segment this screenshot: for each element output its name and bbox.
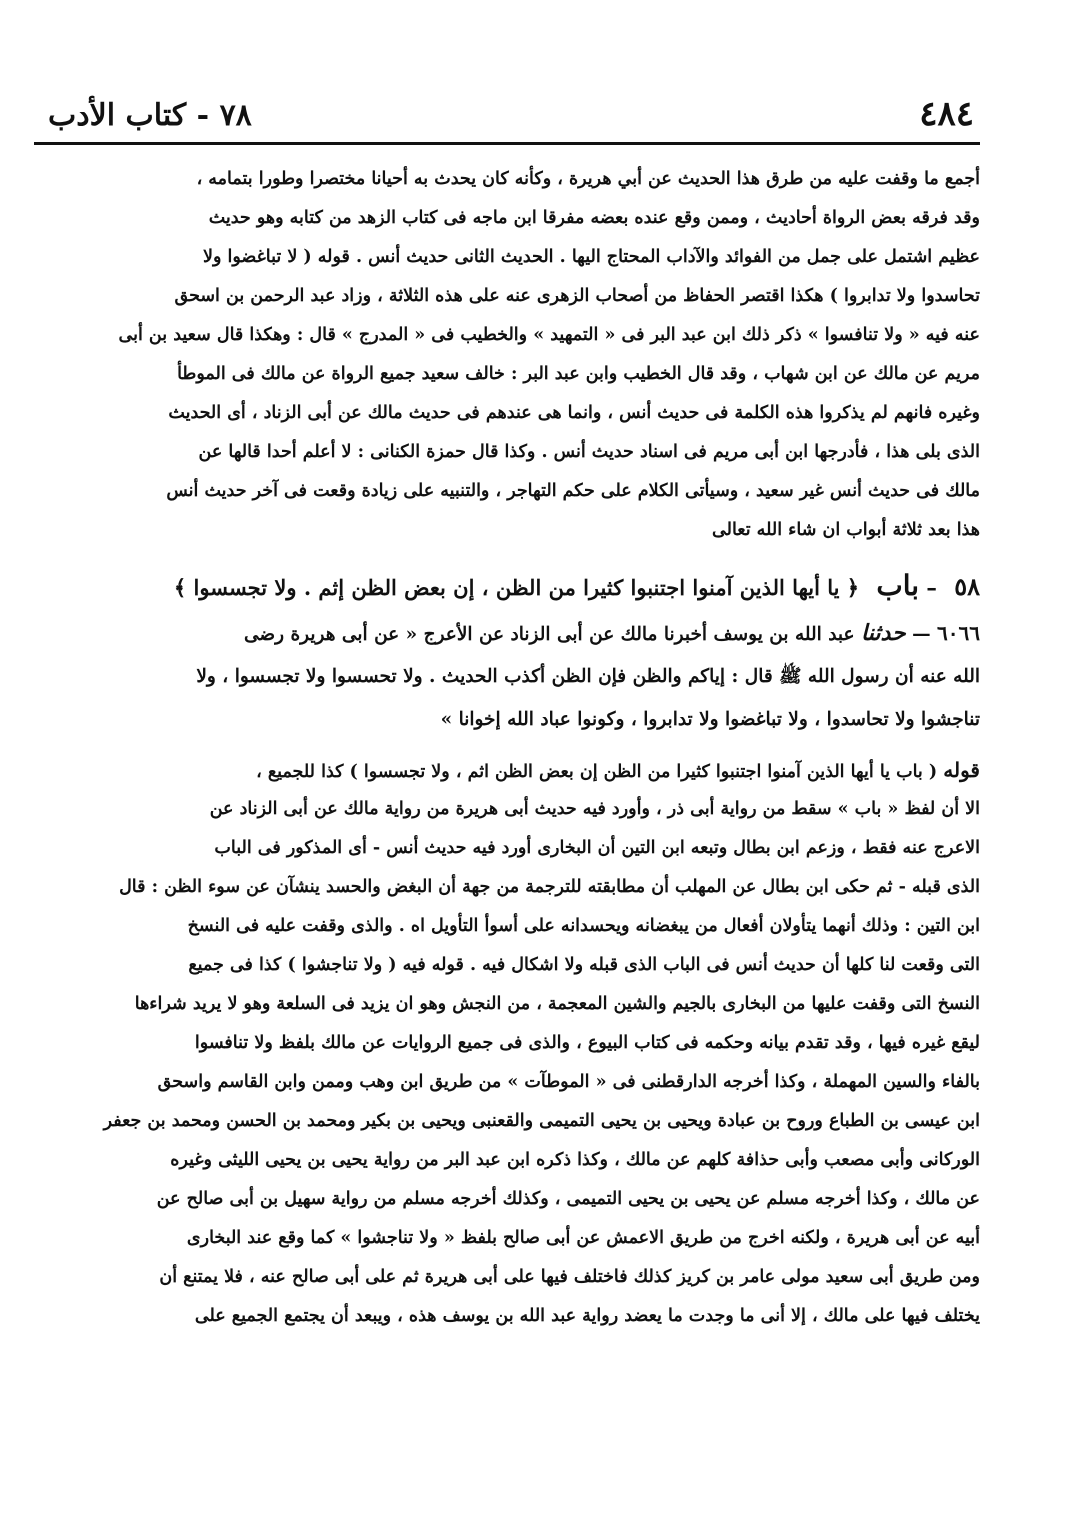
text-segment: ( باب يا أيها الذين آمنوا اجتنبوا كثيرا من الظن إن بعض الظن اثم ، ولا تجسسوا ) كذا للجميع ، xyxy=(256,762,938,782)
text-line: الا أن لفظ « باب » سقط من رواية أبى ذر ، وأورد فيه حديث أبى هريرة من رواية مالك عن أبى الزناد عن xyxy=(209,799,980,819)
text-line: ابن التين : وذلك أنهما يتأولان أفعال من يبغضانه ويحسدانه على أسوأ التأويل اه . والذى وقفت عليه فى النسخ xyxy=(187,916,980,936)
text-line: مالك فى حديث أنس غير سعيد ، وسيأتى الكلام على حكم التهاجر ، والتنبيه على زيادة وقعت فى آخر حديث أنس xyxy=(166,481,980,501)
text-line: أجمع ما وقفت عليه من طرق هذا الحديث عن أبي هريرة ، وكأنه كان يحدث به أحيانا مختصرا وطورا بتمامه ، xyxy=(196,169,980,189)
chapter-heading: ٥٨ – باب ﴿ يا أيها الذين آمنوا اجتنبوا كثيرا من الظن ، إن بعض الظن إثم . ولا تجسسوا ﴾ xyxy=(173,569,980,602)
text-line: وقد فرقه بعض الرواة أحاديث ، وممن وقع عنده بعضه مفرقا ابن ماجه فى كتاب الزهد من كتابه وهو حديث xyxy=(208,208,980,228)
document-page xyxy=(34,88,980,1508)
text-line: التى وقعت لنا كلها أن حديث أنس فى الباب الذى قبله ولا اشكال فيه . قوله فيه ( ولا تناجشوا ) كذا فى جميع xyxy=(188,955,980,975)
text-line: وغيره فانهم لم يذكروا هذه الكلمة فى حديث أنس ، وانما هى عندهم فى حديث مالك عن أبى الزناد ، أى الحديث xyxy=(168,403,980,423)
text-line: الاعرج عنه فقط ، وزعم ابن بطال وتبعه ابن التين أن البخارى أورد فيه حديث أنس - أى المذكور فى الباب xyxy=(214,838,980,858)
text-line: ابن عيسى بن الطباع وروح بن عبادة ويحيى بن يحيى التميمى والقعنبى ويحيى بن بكير ومحمد بن الحسن ومحمد بن جعفر xyxy=(103,1111,980,1131)
commentary-block-1 xyxy=(34,160,980,550)
hadith-opener: حدثنا xyxy=(861,620,906,646)
chapter-verse: ﴿ يا أيها الذين آمنوا اجتنبوا كثيرا من الظن ، إن بعض الظن إثم . ولا تجسسوا ﴾ xyxy=(173,575,860,600)
text-line: الوركانى وأبى مصعب وأبى حذافة كلهم عن مالك ، وكذا ذكره ابن عبد البر من رواية يحيى بن يحيى الليثى وغيره xyxy=(170,1150,980,1170)
hadith-line: ٦٠٦٦ — حدثنا عبد الله بن يوسف أخبرنا مالك عن أبى الزناد عن الأعرج « عن أبى هريرة رضى xyxy=(243,620,980,646)
text-line: يختلف فيها على مالك ، إلا أنى ما وجدت ما يعضد رواية عبد الله بن يوسف هذه ، ويبعد أن يجتمع الجميع على xyxy=(194,1306,980,1326)
hadith-number: ٦٠٦٦ xyxy=(937,621,980,645)
page-header xyxy=(34,88,980,144)
text-line: الذى قبله - ثم حكى ابن بطال عن المهلب أن مطابقته للترجمة من جهة أن البغض والحسد ينشآن عن سوء الظن : قال xyxy=(119,877,980,897)
qawluhu-marker: قوله xyxy=(943,758,980,782)
text-line: عظيم اشتمل على جمل من الفوائد والآداب المحتاج اليها . الحديث الثانى حديث أنس . قوله ( لا تباغضوا ولا xyxy=(203,247,980,267)
text-line xyxy=(34,751,980,790)
text-line: تحاسدوا ولا تدابروا ) هكذا اقتصر الحفاظ من أصحاب الزهرى عنه على هذه الثلاثة ، وزاد عبد الرحمن بن اسحق xyxy=(174,286,980,306)
text-line: مريم عن مالك عن ابن شهاب ، وقد قال الخطيب وابن عبد البر : خالف سعيد جميع الرواة عن مالك فى الموطأ xyxy=(177,364,980,384)
text-line: ليقع غيره فيها ، وقد تقدم بيانه وحكمه فى كتاب البيوع ، والذى فى جميع الروايات عن مالك بلفظ ولا تنافسوا xyxy=(194,1033,980,1053)
text-line: أبيه عن أبى هريرة ، ولكنه اخرج من طريق الاعمش عن أبى صالح بلفظ « ولا تناجشوا » كما وقع عند البخارى xyxy=(186,1228,980,1248)
hadith-block xyxy=(34,612,980,741)
text-line: الذى بلى هذا ، فأدرجها ابن أبى مريم فى اسناد حديث أنس . وكذا قال حمزة الكنانى : لا أعلم أحدا قالها عن xyxy=(198,442,980,462)
chapter-number: ٥٨ xyxy=(954,572,980,601)
chapter-word: باب xyxy=(876,569,920,602)
text-line: هذا بعد ثلاثة أبواب ان شاء الله تعالى xyxy=(712,520,980,540)
header-rule xyxy=(34,142,980,145)
hadith-text: عبد الله بن يوسف أخبرنا مالك عن أبى الزناد عن الأعرج « عن أبى هريرة رضى xyxy=(243,624,855,645)
page-number: ٤٨٤ xyxy=(919,94,974,134)
text-line: عنه فيه « ولا تنافسوا » ذكر ذلك ابن عبد البر فى « التمهيد » والخطيب فى « المدرج » قال : وهكذا قال سعيد بن أبى xyxy=(118,325,980,345)
text-line: النسخ التى وقفت عليها من البخارى بالجيم والشين المعجمة ، من النجش وهو ان يزيد فى السلعة وهو لا يريد شراءها xyxy=(134,994,980,1014)
commentary-block-2 xyxy=(34,751,980,1336)
hadith-line: الله عنه أن رسول الله ﷺ قال : إياكم والظن فإن الظن أكذب الحديث . ولا تحسسوا ولا تجسسوا ، ولا xyxy=(196,666,980,687)
text-line: عن مالك ، وكذا أخرجه مسلم عن يحيى بن يحيى التميمى ، وكذلك أخرجه مسلم من رواية سهيل بن أبى صالح عن xyxy=(156,1189,980,1209)
hadith-line: تناجشوا ولا تحاسدوا ، ولا تباغضوا ولا تدابروا ، وكونوا عباد الله إخوانا » xyxy=(440,709,980,730)
text-line: ومن طريق أبى سعيد مولى عامر بن كريز كذلك فاختلف فيها على أبى هريرة ثم على أبى صالح عنه ، فلا يمتنع أن xyxy=(159,1267,980,1287)
text-line: بالفاء والسين المهملة ، وكذا أخرجه الدارقطنى فى « الموطآت » من طريق ابن وهب وممن وابن القاسم واسحق xyxy=(157,1072,980,1092)
book-title: ٧٨ - كتاب الأدب xyxy=(48,98,252,133)
